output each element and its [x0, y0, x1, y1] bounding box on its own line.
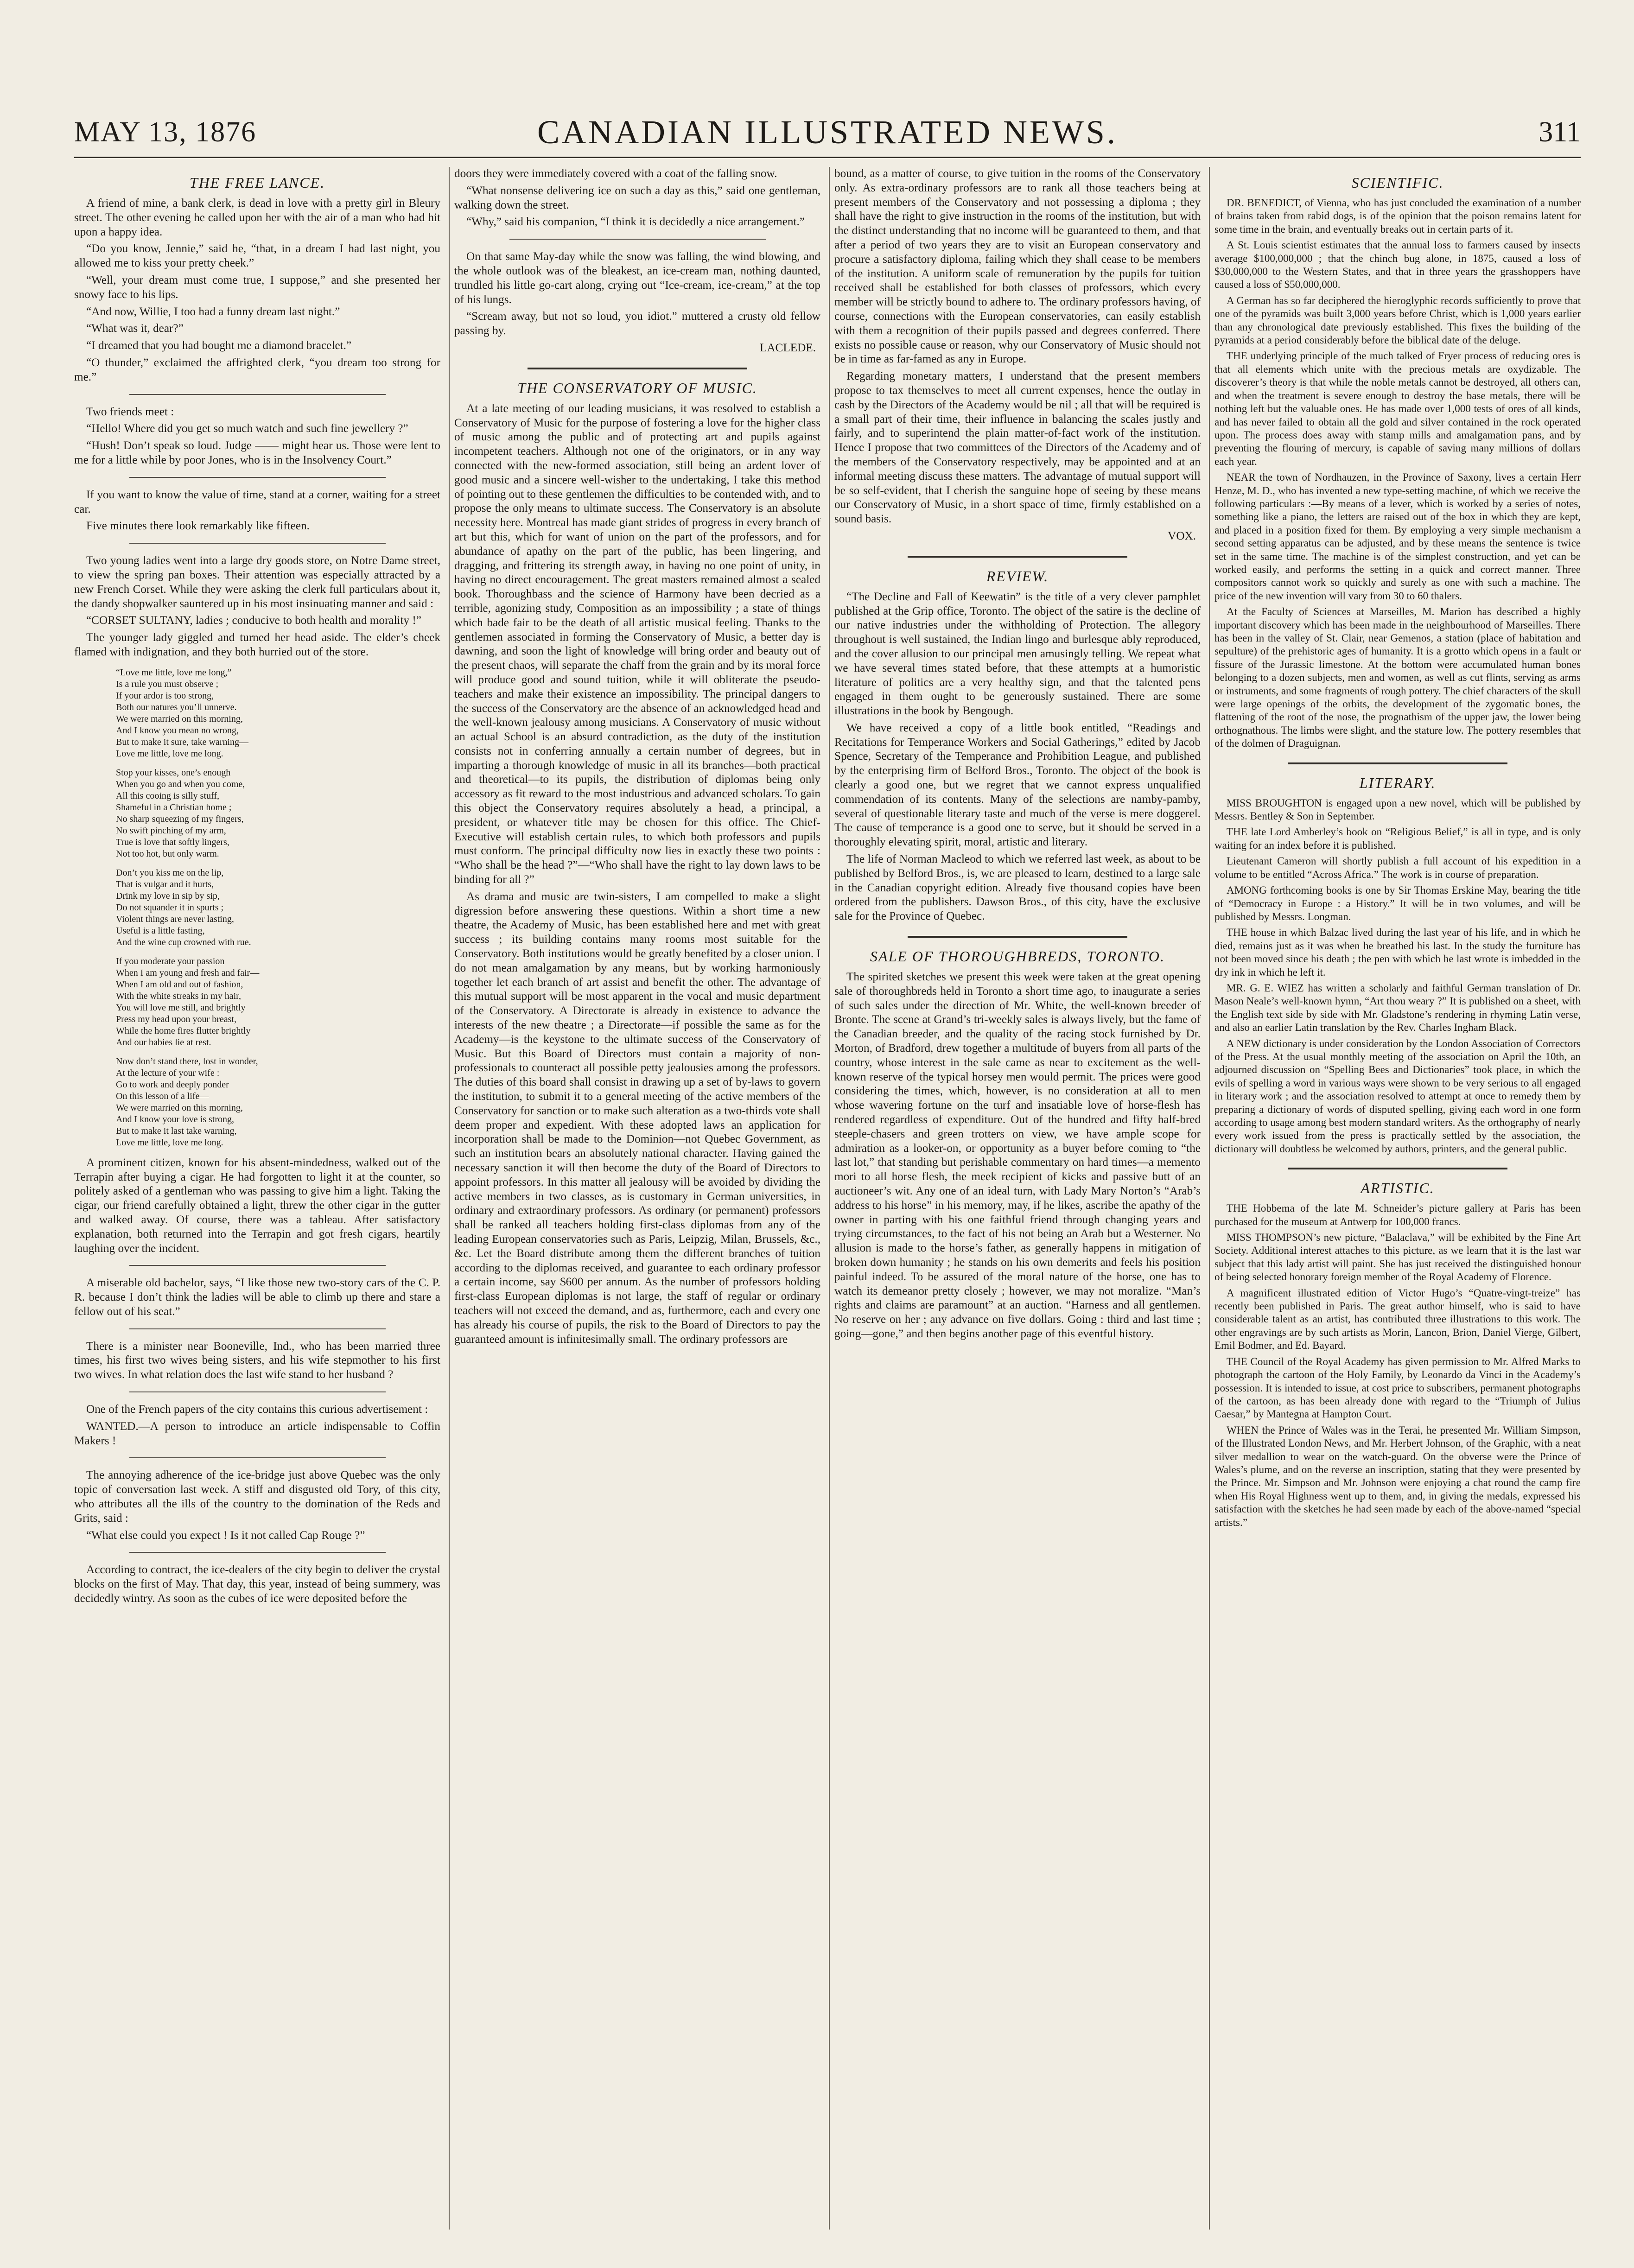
paragraph: Two friends meet : — [86, 405, 174, 418]
paragraph: NEAR the town of Nordhauzen, in the Province of Saxony, lives a certain Herr Henze, M. D., who has invented a new type-setting machine, of which we receive the following particulars :—By means of a lever, which is worked by a series of notes, something like a piano, the letters are raised out of the box in which they are kept, and placed in a position fixed for them. By employing a very simple mechanism a second setting apparatus can be adjusted, and by these means the sentence is twice set in the same time. The machine is of the simplest construction, and yet can be worked easily, and performs the setting in a quick and correct manner. Three compositors cannot work so quickly and surely as one with such a machine. The price of the new invention will vary from 30 to 60 thalers. — [1214, 471, 1581, 602]
masthead — [74, 107, 1581, 158]
paragraph: doors they were immediately covered with a coat of the falling snow. — [454, 167, 777, 180]
poem-line: When I am old and out of fashion, — [116, 979, 243, 990]
paragraph: WHEN the Prince of Wales was in the Terai, he presented Mr. William Simpson, of the Illustrated London News, and Mr. Herbert Johnson, of the Graphic, with a neat silver medallion to wear on the watch-guard. On the obverse were the Prince of Wales’s plume, and on the reverse an inscription, stating that they were presented by the Prince. Mr. Simpson and Mr. Johnson were enjoying a chat round the camp fire when His Royal Highness went up to them, and, in giving the medals, expressed his satisfaction with the sketches he had seen made by each of the above-named “special artists.” — [1214, 1424, 1581, 1528]
paragraph: “What was it, dear?” — [86, 322, 184, 335]
paragraph: If you want to know the value of time, stand at a corner, waiting for a street car. — [74, 488, 440, 515]
poem-line: Press my head upon your breast, — [116, 1014, 236, 1024]
column-2 — [454, 167, 820, 2234]
poem-stanza — [116, 667, 413, 760]
paragraph: MISS BROUGHTON is engaged upon a new novel, which will be published by Messrs. Bentley & Son in September. — [1214, 797, 1581, 822]
item-separator — [509, 239, 766, 240]
section-heading-literary: LITERARY. — [1359, 774, 1436, 791]
poem-line: Do not squander it in spurts ; — [116, 902, 224, 913]
poem-line: And I know you mean no wrong, — [116, 725, 239, 736]
poem-line: And our babies lie at rest. — [116, 1037, 211, 1048]
paragraph: bound, as a matter of course, to give tuition in the rooms of the Conservatory only. As extra-ordinary professors are to rank all those teachers being at present members of the Conservatory and not possessing a diploma ; they shall have the right to give instruction in the rooms of the institution, but with the distinct understanding that no income will be guaranteed to them, and that after a period of two years they are to visit an European conservatory and procure a satisfactory diploma, failing which they shall cease to be members of the institution. A uniform scale of remuneration by the pupils for tuition received shall be established for both classes of professors, which every member will be strictly bound to adhere to. The ordinary professors having, of course, connections with the European conservatories, can easily establish with them a recognition of their pupils passed and degrees conferred. There exists no possible cause or reason, why our Conservatory of Music should not be in time as far-famed as any in Europe. — [834, 167, 1201, 366]
paragraph: “Hello! Where did you get so much watch and such fine jewellery ?” — [86, 422, 408, 435]
paragraph: “And now, Willie, I too had a funny dream last night.” — [86, 305, 340, 318]
paragraph: As drama and music are twin-sisters, I am compelled to make a slight digression before answering these questions. Within a short time a new theatre, the Academy of Music, has been established here and met with great success ; its building contains many rooms most suitable for the Conservatory. Both institutions would be greatly benefited by a closer union. I do not mean amalgamation by any means, but by working harmoniously together let each branch of art assist and benefit the other. The advantage of this mutual support will be most apparent in the vocal and music department of the Conservatory. A Directorate is already in existence to advance the interests of the new theatre ; a Directorate—if possible the same as for the Academy—is the keystone to the ultimate success of the Conservatory of Music. But this Board of Directors must contain a majority of non-professionals to counteract all possible petty jealousies among the professors. The duties of this board shall consist in drawing up a set of by-laws to govern the institution, to submit it to a general meeting of the active members of the Conservatory for sanction or to make such alteration as a two-thirds vote shall deem proper and expedient. With these adopted laws an application for incorporation shall be made to the Dominion—not Quebec Government, as such an institution bears an absolutely national character. Having gained the necessary sanction it will then become the duty of the Board of Directors to appoint professors. In this matter all jealousy will be avoided by dividing the active members in two classes, as is customary in German universities, in ordinary and extraordinary professors. As ordinary (or permanent) professors shall be ranked all teachers holding first-class diplomas from any of the leading European conservatories such as Paris, Leipzig, Milan, Brussels, &c., &c. Let the Board distribute among them the different branches of tuition according to the diplomas received, and guarantee to each ordinary professor a certain income, say $600 per annum. As the number of professors holding first-class European diplomas is not large, the staff of regular or ordinary teachers will not exceed the demand, and as, furthermore, each and every one has already his course of pupils, the risk to the Board of Directors to pay the guaranteed amount is infinitesimally small. The ordinary professors are — [454, 890, 820, 1346]
paragraph: “What nonsense delivering ice on such a day as this,” said one gentleman, walking down the street. — [454, 184, 820, 211]
paragraph: A NEW dictionary is under consideration by the London Association of Correctors of the Press. At the usual monthly meeting of the association on April the 10th, an adjourned discussion on “Spelling Bees and Dictionaries” took place, in which the evils of spelling a word in various ways were shown to be very serious to all engaged in literary work ; and the association resolved to attempt at once to remedy them by preparing a dictionary of words of disputed spelling, giving each word in one form according to usage among best modern standard writers. As the orthography of nearly every work issued from the press is practically settled by the association, the dictionary will doubtless be welcomed by authors, printers, and the general public. — [1214, 1037, 1581, 1155]
poem-stanza — [116, 956, 413, 1048]
ornamental-rule — [1288, 1168, 1507, 1169]
section-heading-scientific: SCIENTIFIC. — [1351, 174, 1444, 191]
column-3 — [834, 167, 1201, 2234]
paragraph: “CORSET SULTANY, ladies ; conducive to both health and morality !” — [86, 614, 421, 627]
poem-line: Is a rule you must observe ; — [116, 679, 219, 689]
poem-line: With the white streaks in my hair, — [116, 991, 241, 1001]
item-separator — [129, 477, 386, 478]
ornamental-rule — [1288, 762, 1507, 764]
poem-line: Useful is a little fasting, — [116, 925, 205, 936]
poem-line: But to make it last take warning, — [116, 1125, 237, 1136]
paragraph: Two young ladies went into a large dry goods store, on Notre Dame street, to view the spring pan boxes. Their attention was especially attracted by a new French Corset. While they were asking the clerk full particulars about it, the dandy shopwalker sauntered up in his most insinuating manner and said : — [74, 554, 440, 610]
poem-line: Love me little, love me long. — [116, 1137, 223, 1148]
item-separator — [129, 394, 386, 395]
paragraph: MISS THOMPSON’s new picture, “Balaclava,” will be exhibited by the Fine Art Society. Additional interest attaches to this picture, as we learn that it is the last war subject that this lady artist will paint. She has just received the distinguished honour of being selected honorary foreign member of the Royal Academy of Florence. — [1214, 1232, 1581, 1283]
ornamental-rule — [908, 556, 1127, 558]
paragraph: One of the French papers of the city contains this curious advertisement : — [86, 1403, 428, 1416]
poem-line: True is love that softly lingers, — [116, 837, 229, 847]
poem-line: While the home fires flutter brightly — [116, 1025, 251, 1036]
paragraph: Five minutes there look remarkably like fifteen. — [86, 520, 310, 533]
column-1 — [74, 167, 440, 2234]
paragraph: “Scream away, but not so loud, you idiot.” muttered a crusty old fellow passing by. — [454, 310, 820, 337]
column-rule — [449, 167, 450, 2230]
paragraph: THE late Lord Amberley’s book on “Religious Belief,” is all in type, and is only waiting for an index before it is published. — [1214, 826, 1581, 851]
paragraph: The spirited sketches we present this week were taken at the great opening sale of thoroughbreds held in Toronto a short time ago, to inaugurate a series of such sales under the direction of Mr. White, the well-known breeder of Bronte. The scene at Grand’s tri-weekly sales is always lively, but the fame of the Canadian breeder, and the quality of the racing stock furnished by Dr. Morton, of Bradford, drew together a multitude of buyers from all parts of the country, whose interest in the sale came as near to excitement as the well-known reserve of the typical horsey men would permit. The prices were good considering the times, which, however, is no consideration at all to men whose wavering fortune on the turf and insatiable love of horse-flesh has rendered regardless of expenditure. Out of the hundred and fifty half-bred steeple-chasers and green trotters on view, we have ample scope for admiration as a looker-on, or opportunity as a buyer before coming to “the last lot,” that standing but perishable commentary on hard times—a memento mori to all horse flesh, the meek recipient of kicks and passive butt of an auctioneer’s wit. Any one of an ideal turn, with Lady Mary Norton’s “Arab’s address to his horse” in his memory, may, if he likes, ascribe the apathy of the owner in parting with his one faithful friend through changing years and trying circumstances, to the fact of his not being an Arab but a Westerner. No allusion is made to the horse’s father, as generally happens in mitigation of broken down humanity ; he stands on his own demerits and feels his position painful indeed. To be assured of the moral nature of the horse, one has to watch its demeanor pretty closely ; however, we may not moralize. “Man’s rights and claims are paramount” at an auction. “Harness and all gentlemen. No reserve on her ; any advance on five dollars. Going : third and last time ; going—gone,” and then begins another page of this eventful history. — [834, 971, 1201, 1340]
paragraph: “What else could you expect ! Is it not called Cap Rouge ?” — [86, 1529, 365, 1542]
paragraph: “I dreamed that you had bought me a diamond bracelet.” — [86, 339, 352, 352]
paragraph: At the Faculty of Sciences at Marseilles, M. Marion has described a highly important discovery which has been made in the neighbourhood of Marseilles. There has been in the valley of St. Clair, near Gemenos, a station (place of habitation and sepulture) of the prehistoric ages of humanity. It is a grotto which opens in a fault or fissure of the Jurassic limestone. At the bottom were accumulated human bones belonging to a dozen subjects, men and women, as well as cut flints, serving as arms or instruments, and some fragments of rough pottery. The chief characters of the skull were large openings of the orbits, the development of the zygomatic bones, the flattening of the root of the nose, the prognathism of the upper jaw, the lower being orthognathous. The limbs were slight, and the stature low. The pottery resembles that of the dolmen of Draguignan. — [1214, 606, 1581, 750]
newspaper-title: CANADIAN ILLUSTRATED NEWS. — [537, 114, 1118, 151]
poem-line: No sharp squeezing of my fingers, — [116, 813, 244, 824]
paragraph: Regarding monetary matters, I understand that the present members propose to tax themselves to meet all current expenses, hence the outlay in cash by the Directors of the Academy would be nil ; all that will be required is a small part of their time, their influence in balancing the scales justly and fairly, and to superintend the plain matter-of-fact work of the institution. Hence I propose that two committees of the Directors of the Academy and of the members of the Conservatory respectively, may be appointed and at an informal meeting discuss these matters. The advantage of mutual support will be so self-evident, that I cherish the sanguine hope of seeing by these means our Conservatory of Music, in a short space of time, firmly established on a sound basis. — [834, 370, 1201, 526]
section-heading-conservatory: THE CONSERVATORY OF MUSIC. — [517, 379, 757, 396]
poem-line: That is vulgar and it hurts, — [116, 879, 214, 889]
paragraph: AMONG forthcoming books is one by Sir Thomas Erskine May, bearing the title of “Democracy in Europe : a History.” It will be in two volumes, and will be published by Messrs. Longman. — [1214, 884, 1581, 922]
paragraph: At a late meeting of our leading musicians, it was resolved to establish a Conservatory of Music for the purpose of fostering a love for the higher class of music among the public and of protecting art and pupils against incompetent teachers. Although not one of the originators, or in any way connected with the new-formed association, still being an ardent lover of good music and a sincere well-wisher to the undertaking, I take this method of pointing out to these gentlemen the difficulties to be contended with, and to propose the only means to ultimate success. The Conservatory is an absolute necessity here. Montreal has made giant strides of progress in every branch of art but this, which for want of union on the part of the professors, and for abundance of apathy on the part of the public, has been lingering, and dragging, and frittering its strength away, in having no one point of unity, in having no direct encouragement. The great masters remained almost a sealed book. Thoroughbass and the science of Harmony have been decried as a terrible, agonizing study, Composition as an impossibility ; a state of things which bade fair to be the death of all artistic musical feeling. Thanks to the gentlemen associated in forming the Conservatory of Music, a better day is dawning, and soon the light of knowledge will bring order and beauty out of the present chaos, will separate the chaff from the grain and by its moral force will produce good and sound tuition, while it will obliterate the pseudo-teachers and make their existence an impossibility. The principal dangers to the success of the Conservatory are the absence of an acknowledged head and the well-known jealousy among musicians. A Conservatory of music without an actual School is an absurd contradiction, as the duty of the institution consists not in conferring annually a certain number of degrees, but in imparting a thorough knowledge of music in all its branches—both practical and theoretical—to its pupils, the distribution of diplomas being only accessory as fit reward to the most industrious and advanced scholars. To gain this object the Conservatory requires absolutely a head, a principal, a president, or whatever title may be chosen for this office. The Chief-Executive will establish certain rules, to which both professors and pupils must conform. The principal difficulty now lies in exactly these two points : “Who shall be the head ?”—“Who shall have the right to lay down laws to be binding for all ?” — [454, 402, 820, 886]
paragraph: WANTED.—A person to introduce an article indispensable to Coffin Makers ! — [74, 1420, 440, 1447]
poem-line: When you go and when you come, — [116, 779, 245, 789]
column-4 — [1214, 167, 1581, 2234]
poem-line: On this lesson of a life— — [116, 1091, 209, 1101]
item-separator — [129, 1391, 386, 1392]
page-number: 311 — [1539, 116, 1581, 148]
poem — [116, 667, 413, 1149]
item-separator — [129, 543, 386, 544]
paragraph: The younger lady giggled and turned her head aside. The elder’s cheek flamed with indignation, and they both hurried out of the store. — [74, 631, 440, 658]
paragraph: There is a minister near Booneville, Ind., who has been married three times, his first two wives being sisters, and his wife stepmother to his first two wives. In what relation does the last wife stand to her husband ? — [74, 1340, 440, 1381]
poem-line: You will love me still, and brightly — [116, 1002, 246, 1013]
poem-line: Don’t you kiss me on the lip, — [116, 867, 224, 878]
paragraph: MR. G. E. WIEZ has written a scholarly and faithful German translation of Dr. Mason Neale’s well-known hymn, “Art thou weary ?” It is published on a sheet, with the English text side by side with Mr. Gladstone’s rendering in rhyming Latin verse, and also an earlier Latin translation by the Rev. Charles Ingham Black. — [1214, 982, 1581, 1034]
poem-line: Violent things are never lasting, — [116, 914, 234, 924]
ornamental-rule — [528, 368, 747, 369]
paragraph: The annoying adherence of the ice-bridge just above Quebec was the only topic of conversation last week. A stiff and disgusted old Tory, of this city, who attributes all the ills of the country to the domination of the Reds and Grits, said : — [74, 1469, 440, 1525]
poem-stanza — [116, 767, 413, 860]
paragraph: DR. BENEDICT, of Vienna, who has just concluded the examination of a number of brains taken from rabid dogs, is of the opinion that the poison remains latent for some time in the brain, and eventually breaks out in certain parts of it. — [1214, 197, 1581, 235]
poem-line: And I know your love is strong, — [116, 1114, 234, 1124]
section-heading-free-lance: THE FREE LANCE. — [189, 174, 325, 191]
paragraph: A St. Louis scientist estimates that the annual loss to farmers caused by insects average $100,000,000 ; that the chinch bug alone, in 1875, caused a loss of $30,000,000 to the Western States, and that in three years the grasshoppers have caused a loss of $50,000,000. — [1214, 239, 1581, 291]
paragraph: THE Hobbema of the late M. Schneider’s picture gallery at Paris has been purchased for the museum at Antwerp for 100,000 francs. — [1214, 1202, 1581, 1227]
issue-date: MAY 13, 1876 — [74, 116, 257, 148]
poem-line: Shameful in a Christian home ; — [116, 802, 232, 813]
masthead-rule — [74, 157, 1581, 158]
paragraph: “Well, your dream must come true, I suppose,” and she presented her snowy face to his lips. — [74, 273, 440, 301]
poem-line: If you moderate your passion — [116, 956, 225, 966]
column-rule — [1209, 167, 1210, 2230]
paragraph: We have received a copy of a little book entitled, “Readings and Recitations for Temperance Workers and Social Gatherings,” edited by Jacob Spence, Secretary of the Temperance and Prohibition League, and published by the enterprising firm of Belford Bros., Toronto. The object of the book is clearly a good one, but we regret that we cannot express unqualified commendation of its contents. Many of the selections are namby-pamby, several of questionable literary taste and much of the verse is mere doggerel. The cause of temperance is a good one to serve, but it should be served in a thoroughly elevating spirit, moral, artistic and literary. — [834, 721, 1201, 849]
paragraph: “The Decline and Fall of Keewatin” is the title of a very clever pamphlet published at the Grip office, Toronto. The object of the satire is the decline of our native industries under the withholding of Protection. The allegory throughout is well sustained, the Indian lingo and burlesque ably reproduced, and the cover allusion to our principal men amusingly telling. We repeat what we have several times stated before, that these attempts at a humoristic literature of politics are a very healthy sign, and that the talented pens engaged in them ought to be generously sustained. There are some illustrations in the book by Bengough. — [834, 590, 1201, 718]
paragraph: “Why,” said his companion, “I think it is decidedly a nice arrangement.” — [466, 216, 805, 229]
poem-line: When I am young and fresh and fair— — [116, 967, 260, 978]
poem-line: At the lecture of your wife : — [116, 1067, 220, 1078]
column-rule — [829, 167, 830, 2230]
paragraph: According to contract, the ice-dealers of the city begin to deliver the crystal blocks on the first of May. That day, this year, instead of being summery, was decidedly wintry. As soon as the cubes of ice were deposited before the — [74, 1563, 440, 1605]
poem-line: We were married on this morning, — [116, 713, 243, 724]
paragraph: THE house in which Balzac lived during the last year of his life, and in which he died, remains just as it was when he breathed his last. In the study the furniture has not been moved since his death ; the pen with which he last wrote is imbedded in the dry ink in which he left it. — [1214, 927, 1581, 978]
paragraph: A German has so far deciphered the hieroglyphic records sufficiently to prove that one of the pyramids was built 3,000 years before Christ, which is 1,000 years earlier than any chronological date previously established. This fixes the building of the pyramids at a period considerably before the biblical date of the deluge. — [1214, 294, 1581, 346]
poem-line: But to make it sure, take warning— — [116, 737, 249, 747]
poem-line: Love me little, love me long. — [116, 748, 223, 759]
item-separator — [129, 1552, 386, 1553]
poem-line: “Love me little, love me long,” — [116, 667, 232, 678]
poem-line: We were married on this morning, — [116, 1102, 243, 1113]
paragraph: On that same May-day while the snow was falling, the wind blowing, and the whole outlook was of the bleakest, an ice-cream man, nothing daunted, trundled his little go-cart along, crying out “Ice-cream, ice-cream,” at the top of his lungs. — [454, 250, 820, 306]
paragraph: Lieutenant Cameron will shortly publish a full account of his expedition in a volume to be entitled “Across Africa.” The work is in course of preparation. — [1214, 855, 1581, 880]
section-heading-artistic: ARTISTIC. — [1361, 1180, 1435, 1197]
author-signature: VOX. — [1168, 529, 1196, 542]
section-heading-thoroughbreds: SALE OF THOROUGHBREDS, TORONTO. — [870, 948, 1165, 965]
item-separator — [129, 1328, 386, 1329]
item-separator — [129, 1265, 386, 1266]
poem-line: If your ardor is too strong, — [116, 690, 214, 701]
paragraph: A friend of mine, a bank clerk, is dead in love with a pretty girl in Bleury street. The other evening he called upon her with the air of a man who had hit upon a happy idea. — [74, 197, 440, 238]
poem-stanza — [116, 867, 413, 948]
poem-line: Both our natures you’ll unnerve. — [116, 702, 237, 712]
paragraph: A prominent citizen, known for his absent-mindedness, walked out of the Terrapin after buying a cigar. He had forgotten to light it at the counter, so politely asked of a gentleman who was passing to give him a light. Taking the cigar, our friend carefully obtained a light, threw the other cigar in the gutter and walked away. Of course, there was a tableau. After satisfactory explanation, both returned into the Terrapin and got fresh cigars, heartily laughing over the incident. — [74, 1156, 440, 1255]
poem-line: Go to work and deeply ponder — [116, 1079, 229, 1090]
poem-line: Stop your kisses, one’s enough — [116, 767, 231, 778]
poem-stanza — [116, 1056, 413, 1149]
paragraph: “Do you know, Jennie,” said he, “that, in a dream I had last night, you allowed me to kiss your pretty cheek.” — [74, 242, 440, 270]
paragraph: THE underlying principle of the much talked of Fryer process of reducing ores is that all elements which unite with the precious metals are oxydizable. The discoverer’s theory is that while the noble metals cannot be destroyed, all others can, and when the treatment is severe enough to destroy the base metals, there will be nothing left but the valuable ones. He has made over 1,000 tests of ores of all kinds, and has never failed to obtain all the gold and silver contained in the rock operated upon. The process does away with stamp mills and amalgamation pans, and by preventing the flouring of mercury, is capable of saving many millions of dollars each year. — [1214, 350, 1581, 467]
ornamental-rule — [908, 936, 1127, 938]
paragraph: A magnificent illustrated edition of Victor Hugo’s “Quatre-vingt-treize” has recently been published in Paris. The great author himself, who is said to have considerable talent as an artist, has contributed three illustrations to this work. The other engravings are by such artists as Morin, Lancon, Brion, Daniel Vierge, Gilbert, Emil Bodmer, and Ed. Bayard. — [1214, 1287, 1581, 1352]
paragraph: A miserable old bachelor, says, “I like those new two-story cars of the C. P. R. because I don’t think the ladies will be able to climb up there and stare a fellow out of his seat.” — [74, 1277, 440, 1318]
poem-line: No swift pinching of my arm, — [116, 825, 226, 836]
poem-line: And the wine cup crowned with rue. — [116, 937, 251, 947]
poem-line: All this cooing is silly stuff, — [116, 790, 219, 801]
item-separator — [129, 1457, 386, 1458]
section-heading-review: REVIEW. — [986, 567, 1049, 584]
paragraph: The life of Norman Macleod to which we referred last week, as about to be published by Belford Bros., is, we are pleased to learn, destined to a large sale in the Canadian copyright edition. Already five thousand copies have been ordered from the publishers. Dawson Bros., of this city, have the exclusive sale for the Province of Quebec. — [834, 853, 1201, 923]
paragraph: “O thunder,” exclaimed the affrighted clerk, “you dream too strong for me.” — [74, 356, 440, 383]
paragraph: “Hush! Don’t speak so loud. Judge —— might hear us. Those were lent to me for a little while by poor Jones, who is in the Insolvency Court.” — [74, 439, 440, 466]
poem-line: Not too hot, but only warm. — [116, 848, 219, 859]
author-signature: LACLEDE. — [759, 341, 816, 354]
poem-line: Drink my love in sip by sip, — [116, 890, 220, 901]
poem-line: Now don’t stand there, lost in wonder, — [116, 1056, 258, 1067]
paragraph: THE Council of the Royal Academy has given permission to Mr. Alfred Marks to photograph the cartoon of the Holy Family, by Leonardo da Vinci in the Academy’s possession. It is intended to issue, at cost price to subscribers, permanent photographs of the cartoon, as has been already done with regard to the “Triumph of Julius Caesar,” by Mantegna at Hampton Court. — [1214, 1355, 1581, 1420]
